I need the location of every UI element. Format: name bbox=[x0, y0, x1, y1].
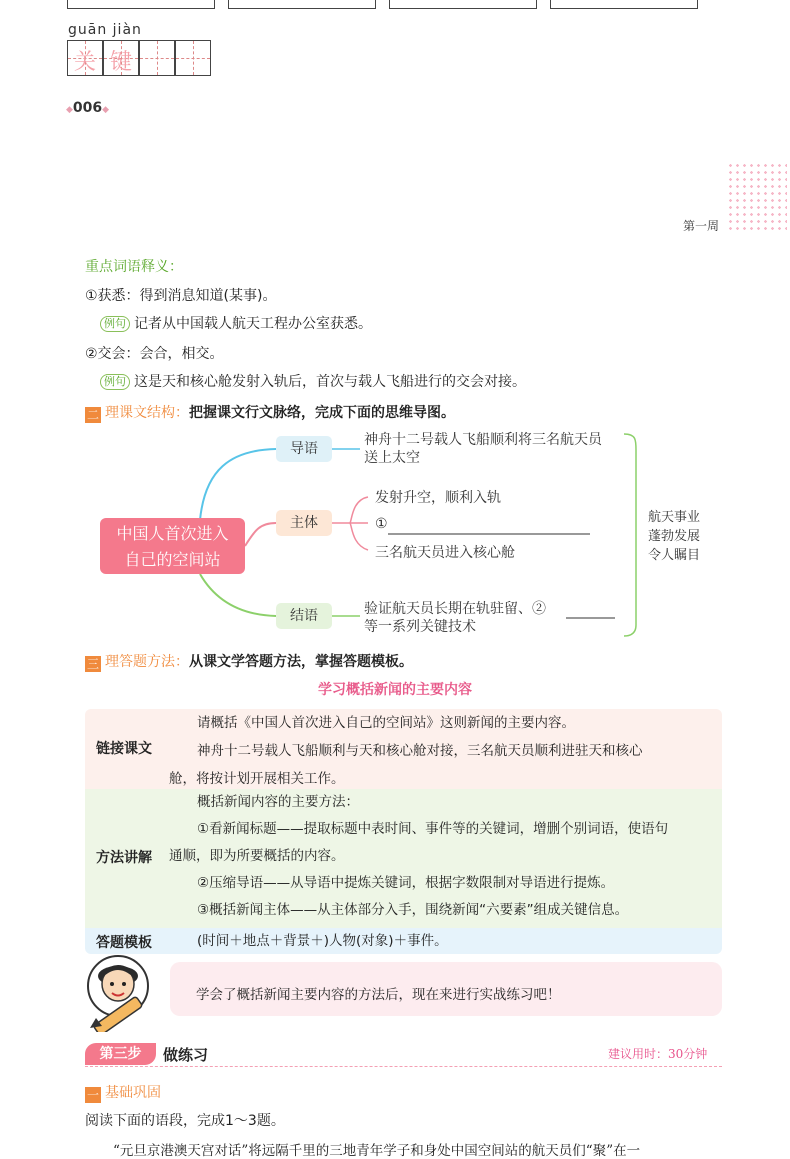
mindmap-summary bbox=[648, 508, 708, 565]
row-content bbox=[169, 709, 717, 793]
reading-instruction: 阅读下面的语段，完成1～3题。 bbox=[85, 1113, 285, 1129]
center-line-1: 中国人首次进入 bbox=[116, 524, 229, 543]
section-name: 理答题方法： bbox=[105, 654, 189, 670]
body-item-2-blank[interactable]: ① bbox=[375, 516, 388, 532]
intro-line-2: 送上太空 bbox=[364, 450, 420, 466]
row-label: 链接课文 bbox=[96, 741, 152, 757]
method-title: 学习概括新闻的主要内容 bbox=[318, 682, 472, 698]
row-line: 概括新闻内容的主要方法： bbox=[197, 794, 359, 810]
vocab-term-1: ①获悉：得到消息知道(某事)。 bbox=[85, 288, 277, 304]
tip-text: 学会了概括新闻主要内容的方法后，现在来进行实战练习吧！ bbox=[196, 987, 561, 1003]
table-row-link bbox=[85, 709, 722, 789]
section-basic-heading bbox=[85, 1082, 161, 1103]
section-desc: 从课文学答题方法，掌握答题模板。 bbox=[189, 654, 413, 670]
mindmap-node-intro: 导语 bbox=[276, 436, 332, 462]
table-row-template bbox=[85, 928, 722, 954]
row-line: (时间＋地点＋背景＋)人物(对象)＋事件。 bbox=[197, 933, 448, 949]
vocab-example-1-text: 记者从中国载人航天工程办公室获悉。 bbox=[134, 316, 372, 332]
example-badge: 例句 bbox=[100, 374, 130, 390]
practice-pinyin: guān jiàn bbox=[68, 22, 142, 38]
intro-line-1: 神舟十二号载人飞船顺利将三名航天员 bbox=[364, 432, 602, 448]
body-item-3: 三名航天员进入核心舱 bbox=[375, 545, 515, 561]
tianzi-cell bbox=[103, 40, 139, 76]
section-method-heading bbox=[85, 651, 413, 672]
row-line: 舱，将按计划开展相关工作。 bbox=[169, 771, 345, 787]
step-title: 做练习 bbox=[163, 1046, 209, 1064]
mindmap-node-body: 主体 bbox=[276, 510, 332, 536]
tianzi-char: 键 bbox=[109, 50, 132, 75]
row-content bbox=[169, 789, 717, 924]
row-line: ③概括新闻主体——从主体部分入手，围绕新闻“六要素”组成关键信息。 bbox=[197, 902, 629, 918]
method-table bbox=[85, 709, 722, 951]
section-desc: 把握课文行文脉络，完成下面的思维导图。 bbox=[189, 405, 455, 421]
vocab-title: 重点词语释义： bbox=[85, 259, 183, 275]
section-number: 三 bbox=[86, 657, 99, 671]
row-label: 方法讲解 bbox=[96, 850, 152, 866]
mindmap-center-topic bbox=[100, 518, 245, 574]
time-hint: 建议用时：30分钟 bbox=[608, 1047, 708, 1061]
row-line: 请概括《中国人首次进入自己的空间站》这则新闻的主要内容。 bbox=[197, 715, 575, 731]
row-label: 答题模板 bbox=[96, 935, 152, 951]
week-label: 第一周 bbox=[683, 219, 720, 233]
page-number: ◆006◆ bbox=[66, 100, 110, 116]
ending-text bbox=[364, 600, 546, 636]
row-line: ①看新闻标题——提取标题中表时间、事件等的关键词，增删个别词语，使语句 bbox=[197, 821, 669, 837]
ending-line-1: 验证航天员长期在轨驻留、② bbox=[364, 601, 546, 617]
ending-line-2: 等一系列关键技术 bbox=[364, 619, 476, 635]
row-line: ②压缩导语——从导语中提炼关键词，根据字数限制对导语进行提炼。 bbox=[197, 875, 615, 891]
row-content bbox=[169, 927, 717, 955]
student-with-pencil-icon bbox=[82, 952, 162, 1032]
summary-line-3: 令人瞩目 bbox=[648, 548, 701, 563]
table-row-method bbox=[85, 789, 722, 928]
page-number-text: 006 bbox=[72, 100, 103, 116]
example-badge: 例句 bbox=[100, 316, 130, 332]
summary-line-2: 蓬勃发展 bbox=[648, 529, 701, 544]
step-badge: 第三步 bbox=[85, 1043, 156, 1065]
vocab-example-2-text: 这是天和核心舱发射入轨后，首次与载人飞船进行的交会对接。 bbox=[134, 374, 526, 390]
summary-line-1: 航天事业 bbox=[648, 510, 701, 525]
vocab-term-2: ②交会：会合，相交。 bbox=[85, 346, 224, 362]
center-line-2: 自己的空间站 bbox=[124, 550, 221, 569]
row-line: 通顺，即为所要概括的内容。 bbox=[169, 848, 345, 864]
tianzi-char: 关 bbox=[73, 50, 96, 75]
row-line: 神舟十二号载人飞船顺利与天和核心舱对接，三名航天员顺利进驻天和核心 bbox=[197, 743, 643, 759]
section-name: 理课文结构： bbox=[105, 405, 189, 421]
tianzi-cell bbox=[67, 40, 103, 76]
body-item-1: 发射升空，顺利入轨 bbox=[375, 490, 501, 506]
section-number: 二 bbox=[86, 408, 99, 422]
reading-passage: “元旦京港澳天宫对话”将远隔千里的三地青年学子和身处中国空间站的航天员们“聚”在一 bbox=[113, 1143, 641, 1159]
step-divider bbox=[85, 1066, 722, 1067]
section-name: 基础巩固 bbox=[105, 1085, 161, 1101]
intro-text bbox=[364, 431, 602, 467]
section-number: 一 bbox=[86, 1088, 99, 1102]
mindmap-node-ending: 结语 bbox=[276, 603, 332, 629]
